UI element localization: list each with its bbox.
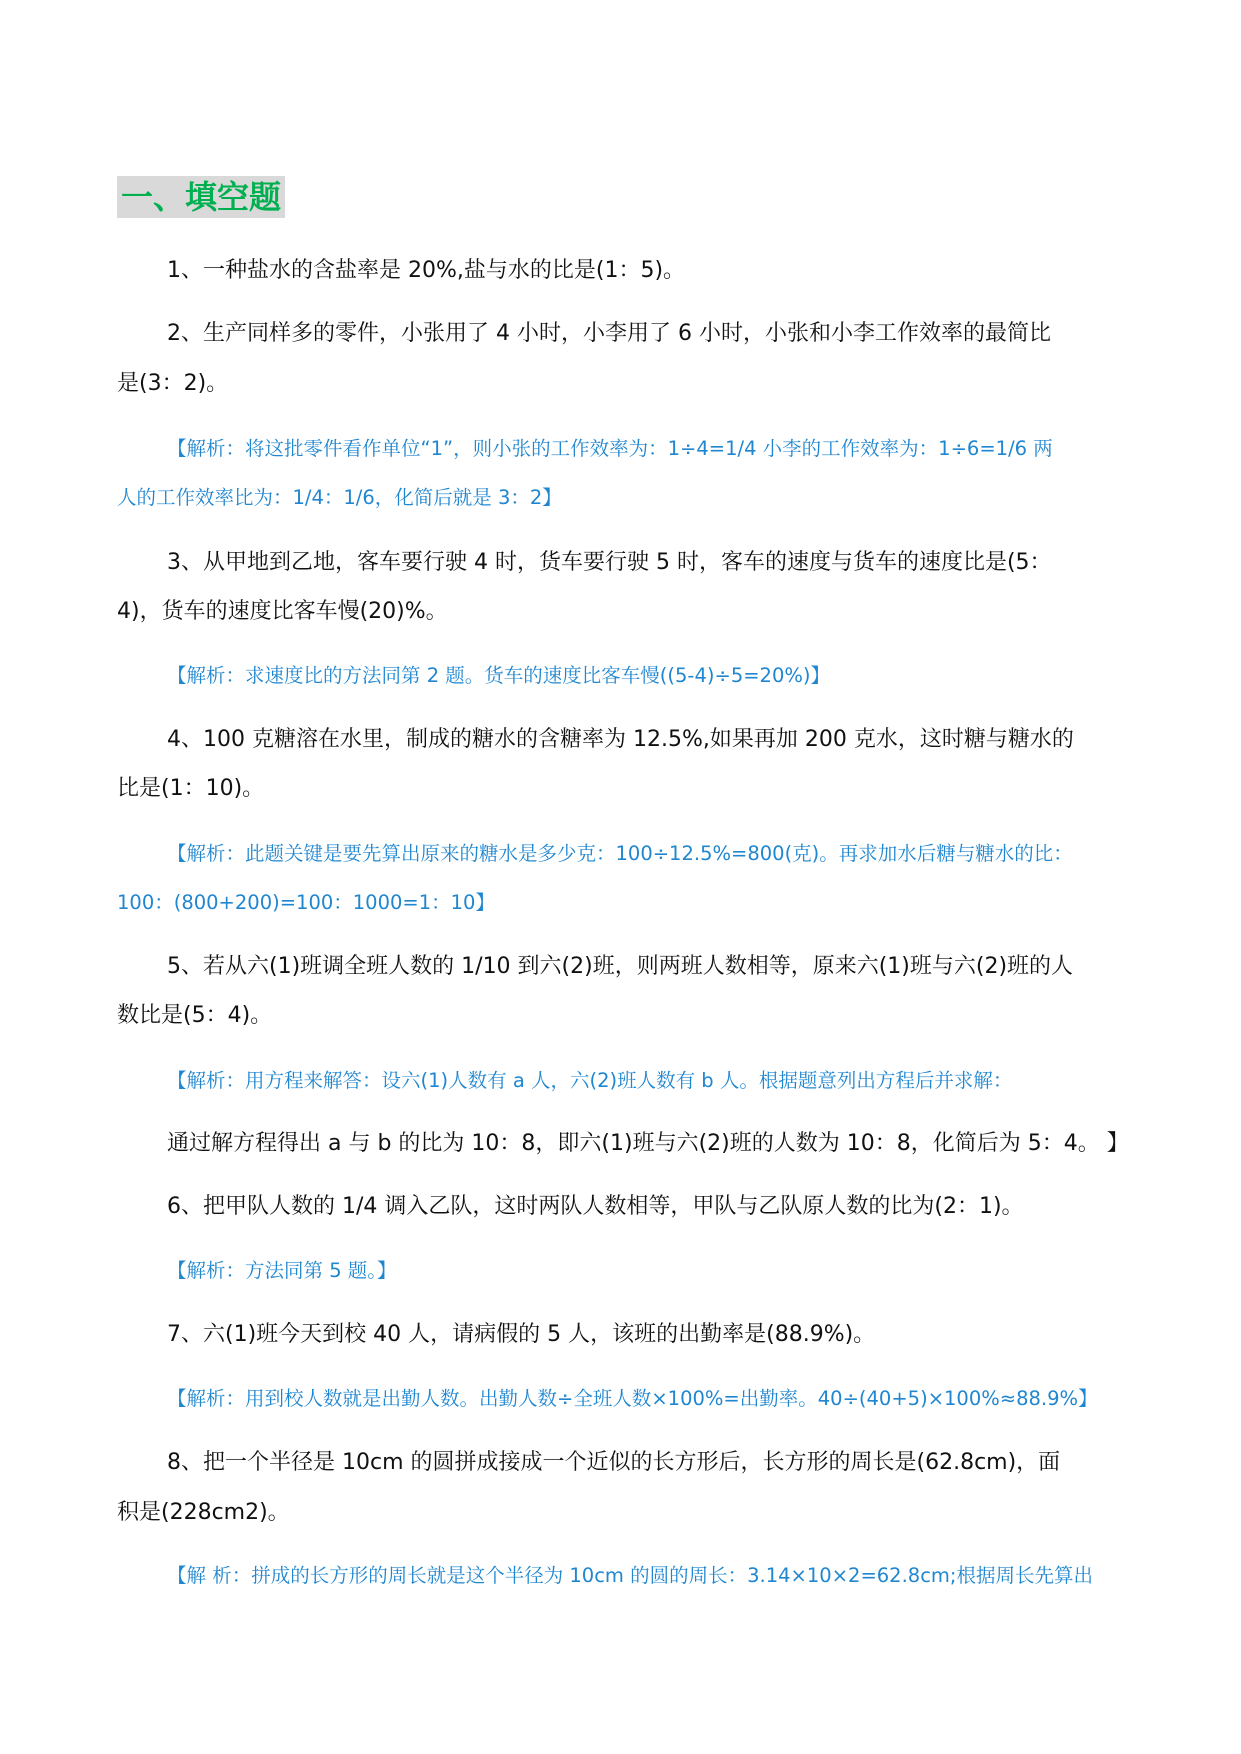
analysis-4-line-2: 100：(800+200)=100：1000=1：10】 bbox=[117, 891, 495, 914]
analysis-6: 【解析：方法同第 5 题。】 bbox=[167, 1259, 397, 1282]
question-2-line-1: 2、生产同样多的零件，小张用了 4 小时，小李用了 6 小时，小张和小李工作效率的最简比 bbox=[167, 321, 1051, 346]
question-5-line-1: 5、若从六(1)班调全班人数的 1/10 到六(2)班，则两班人数相等，原来六(1)班与六(2)班的人 bbox=[167, 954, 1074, 979]
question-6: 6、把甲队人数的 1/4 调入乙队，这时两队人数相等，甲队与乙队原人数的比为(2：1)。 bbox=[167, 1194, 1024, 1219]
question-4-line-2: 比是(1：10)。 bbox=[117, 776, 265, 801]
analysis-3: 【解析：求速度比的方法同第 2 题。货车的速度比客车慢((5-4)÷5=20%)】 bbox=[167, 664, 831, 687]
question-8-line-2: 积是(228cm2)。 bbox=[117, 1500, 290, 1525]
analysis-2-line-1: 【解析：将这批零件看作单位“1”，则小张的工作效率为：1÷4=1/4 小李的工作效率为：1÷6=1/6 两 bbox=[167, 437, 1053, 460]
analysis-7: 【解析：用到校人数就是出勤人数。出勤人数÷全班人数×100%=出勤率。40÷(40+5)×100%≈88.9%】 bbox=[167, 1387, 1098, 1410]
analysis-5-line-1: 【解析：用方程来解答：设六(1)人数有 a 人，六(2)班人数有 b 人。根据题意列出方程后并求解： bbox=[167, 1069, 1013, 1092]
analysis-5-line-2: 通过解方程得出 a 与 b 的比为 10：8，即六(1)班与六(2)班的人数为 10：8，化简后为 5：4。 】 bbox=[167, 1131, 1129, 1156]
section-title: 一、填空题 bbox=[117, 176, 285, 218]
question-2-line-2: 是(3：2)。 bbox=[117, 371, 229, 396]
question-5-line-2: 数比是(5：4)。 bbox=[117, 1003, 273, 1028]
question-7: 7、六(1)班今天到校 40 人，请病假的 5 人，该班的出勤率是(88.9%)。 bbox=[167, 1322, 876, 1347]
question-3-line-2: 4)，货车的速度比客车慢(20)%。 bbox=[117, 599, 448, 624]
analysis-8-line-1: 【解 析：拼成的长方形的周长就是这个半径为 10cm 的圆的周长：3.14×10×2=62.8cm;根据周长先算出 bbox=[167, 1564, 1093, 1587]
analysis-4-line-1: 【解析：此题关键是要先算出原来的糖水是多少克：100÷12.5%=800(克)。再求加水后糖与糖水的比： bbox=[167, 842, 1073, 865]
question-4-line-1: 4、100 克糖溶在水里，制成的糖水的含糖率为 12.5%,如果再加 200 克水，这时糖与糖水的 bbox=[167, 727, 1074, 752]
question-3-line-1: 3、从甲地到乙地，客车要行驶 4 时，货车要行驶 5 时，客车的速度与货车的速度比是(5： bbox=[167, 550, 1052, 575]
question-1: 1、一种盐水的含盐率是 20%,盐与水的比是(1：5)。 bbox=[167, 258, 686, 283]
analysis-2-line-2: 人的工作效率比为：1/4：1/6，化简后就是 3：2】 bbox=[117, 486, 562, 509]
question-8-line-1: 8、把一个半径是 10cm 的圆拼成接成一个近似的长方形后，长方形的周长是(62.8cm)，面 bbox=[167, 1450, 1061, 1475]
